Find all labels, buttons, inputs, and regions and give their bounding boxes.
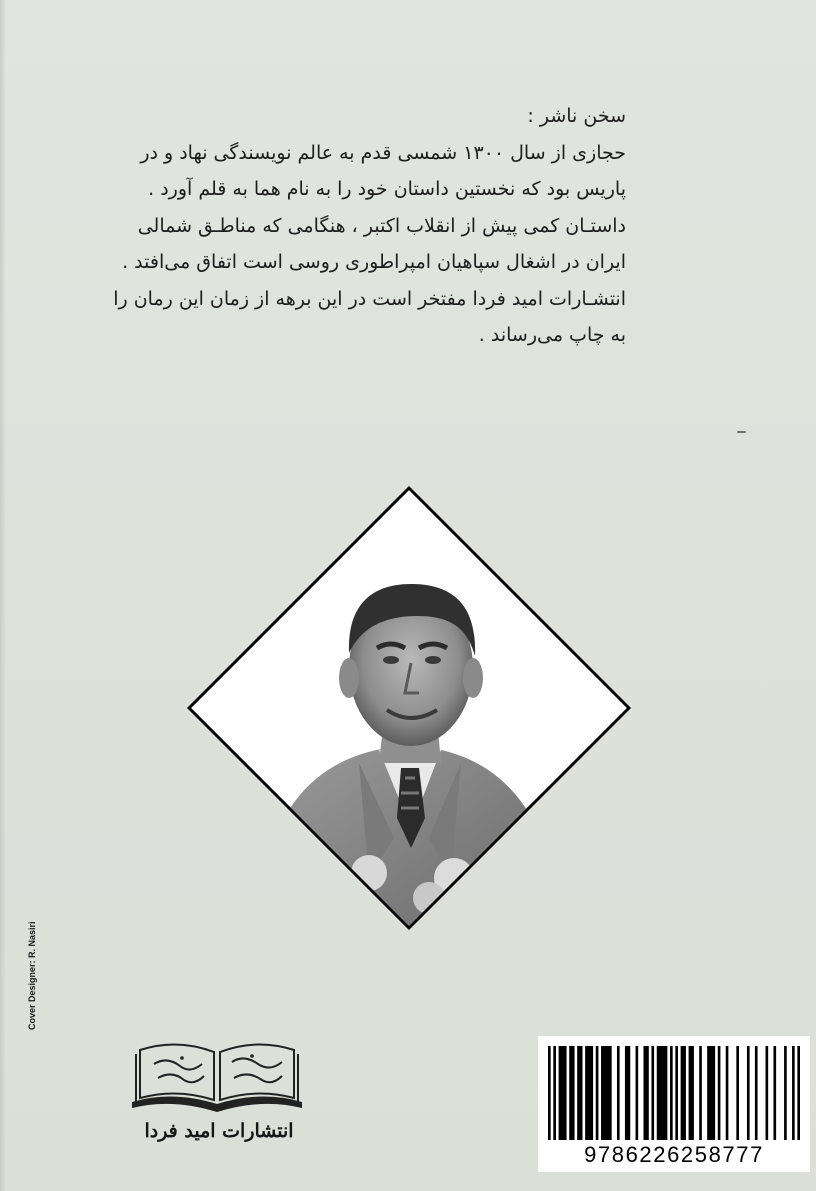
barcode-bar — [670, 1046, 673, 1140]
barcode-bar — [718, 1046, 721, 1140]
publisher-note-line: به چاپ می‌رساند . — [478, 324, 626, 346]
print-speck — [737, 431, 746, 433]
barcode-bar — [651, 1046, 654, 1140]
portrait-image-area — [191, 490, 627, 926]
barcode-bar — [699, 1046, 702, 1140]
barcode-bar — [707, 1046, 715, 1140]
cover-designer-credit: Cover Designer: R. Nasiri — [27, 921, 37, 1030]
barcode-bar — [596, 1046, 599, 1140]
barcode-bar — [726, 1046, 729, 1140]
barcode-bar — [617, 1046, 620, 1140]
portrait-diamond-frame — [187, 486, 631, 930]
barcode-bar — [766, 1046, 769, 1140]
publisher-note-line: داستـان کمی پیش از انقلاب اکتبر ، هنگامی که مناطـق شمالی — [137, 214, 626, 237]
barcode-bar — [643, 1046, 648, 1140]
open-book-logo-icon — [122, 1030, 312, 1120]
barcode-bar — [636, 1046, 639, 1140]
barcode-bar — [784, 1046, 787, 1140]
publisher-note-heading: سخن ناشر : — [527, 105, 626, 127]
publisher-note-line: ایران در اشغال سپاهیان امپراطوری روسی است اتفاق می‌افتد . — [122, 251, 626, 273]
cover-edge-shadow — [0, 0, 6, 1191]
barcode-icon — [548, 1046, 800, 1140]
barcode-bar — [773, 1046, 776, 1140]
isbn-number: 9786226258777 — [584, 1142, 764, 1167]
author-portrait-photo-icon — [191, 490, 627, 926]
isbn-barcode — [538, 1036, 810, 1172]
barcode-bar — [657, 1046, 668, 1140]
publisher-note-line: حجازی از سال ۱۳۰۰ شمسی قدم به عالم نویسندگی نهاد و در — [140, 141, 626, 164]
author-portrait — [191, 490, 627, 926]
barcode-bar — [747, 1046, 750, 1140]
barcode-bar — [755, 1046, 758, 1140]
barcode-bar — [689, 1046, 694, 1140]
barcode-bar — [559, 1046, 567, 1140]
barcode-bar — [681, 1046, 686, 1140]
barcode-bar — [797, 1046, 800, 1140]
publisher-note-line: پاریس بود که نخستین داستان خود را به نام هما به قلم آورد . — [148, 178, 626, 200]
barcode-bar — [569, 1046, 574, 1140]
publisher-note — [113, 98, 626, 354]
barcode-bar — [553, 1046, 556, 1140]
barcode-bars — [548, 1046, 800, 1140]
barcode-bar — [625, 1046, 630, 1140]
publisher-name: انتشارات امید فردا — [144, 1120, 294, 1142]
barcode-bar — [736, 1046, 739, 1140]
publisher-note-line: انتشـارات امید فردا مفتخر است در این برهه از زمان این رمان را — [113, 287, 626, 310]
barcode-bar — [792, 1046, 795, 1140]
barcode-bar — [601, 1046, 612, 1140]
barcode-bar — [675, 1046, 678, 1140]
barcode-bar — [585, 1046, 593, 1140]
barcode-bar — [577, 1046, 582, 1140]
barcode-bar — [548, 1046, 551, 1140]
